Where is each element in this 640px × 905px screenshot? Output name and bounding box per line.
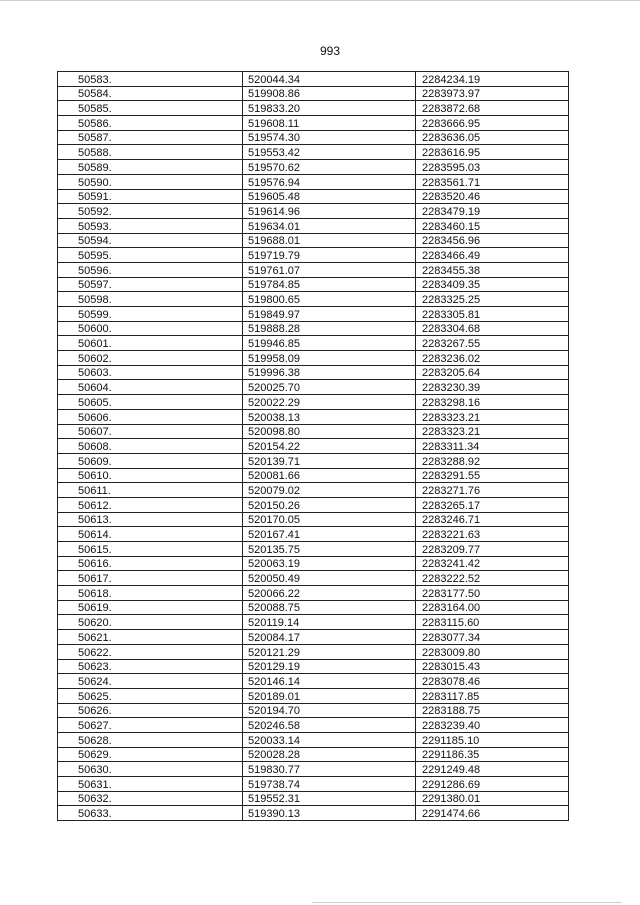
table-row — [58, 483, 569, 498]
y-coordinate-cell: 2283236.02 — [416, 351, 569, 366]
table-row — [58, 718, 569, 733]
x-coordinate-cell: 520038.13 — [243, 409, 416, 424]
y-coordinate-cell: 2283298.16 — [416, 395, 569, 410]
y-coordinate-cell: 2291474.66 — [416, 806, 569, 821]
table-row — [58, 248, 569, 263]
x-coordinate-cell: 520170.05 — [243, 512, 416, 527]
point-id-cell: 50607. — [58, 424, 243, 439]
point-id-cell: 50593. — [58, 218, 243, 233]
table-row — [58, 424, 569, 439]
table-row — [58, 145, 569, 160]
x-coordinate-cell: 520129.19 — [243, 659, 416, 674]
point-id-cell: 50612. — [58, 497, 243, 512]
point-id-cell: 50629. — [58, 747, 243, 762]
x-coordinate-cell: 519576.94 — [243, 174, 416, 189]
point-id-cell: 50603. — [58, 365, 243, 380]
y-coordinate-cell: 2291249.48 — [416, 762, 569, 777]
x-coordinate-cell: 520098.80 — [243, 424, 416, 439]
point-id-cell: 50598. — [58, 292, 243, 307]
table-row — [58, 101, 569, 116]
x-coordinate-cell: 519738.74 — [243, 777, 416, 792]
x-coordinate-cell: 520139.71 — [243, 453, 416, 468]
point-id-cell: 50615. — [58, 542, 243, 557]
x-coordinate-cell: 520044.34 — [243, 72, 416, 87]
table-row — [58, 615, 569, 630]
y-coordinate-cell: 2283460.15 — [416, 218, 569, 233]
y-coordinate-cell: 2283221.63 — [416, 527, 569, 542]
table-row — [58, 351, 569, 366]
point-id-cell: 50590. — [58, 174, 243, 189]
table-row — [58, 321, 569, 336]
table-row — [58, 703, 569, 718]
table-row — [58, 468, 569, 483]
y-coordinate-cell: 2283177.50 — [416, 586, 569, 601]
point-id-cell: 50613. — [58, 512, 243, 527]
page-number: 993 — [319, 44, 341, 58]
x-coordinate-cell: 519634.01 — [243, 218, 416, 233]
y-coordinate-cell: 2283246.71 — [416, 512, 569, 527]
x-coordinate-cell: 520063.19 — [243, 556, 416, 571]
x-coordinate-cell: 520146.14 — [243, 674, 416, 689]
y-coordinate-cell: 2283271.76 — [416, 483, 569, 498]
point-id-cell: 50620. — [58, 615, 243, 630]
x-coordinate-cell: 519946.85 — [243, 336, 416, 351]
y-coordinate-cell: 2283164.00 — [416, 600, 569, 615]
x-coordinate-cell: 520119.14 — [243, 615, 416, 630]
table-row — [58, 292, 569, 307]
x-coordinate-cell: 519761.07 — [243, 262, 416, 277]
table-row — [58, 806, 569, 821]
x-coordinate-cell: 520189.01 — [243, 688, 416, 703]
table-row — [58, 512, 569, 527]
top-edge-line — [0, 0, 640, 1]
table-row — [58, 791, 569, 806]
y-coordinate-cell: 2283015.43 — [416, 659, 569, 674]
table-row — [58, 160, 569, 175]
x-coordinate-cell: 520135.75 — [243, 542, 416, 557]
table-row — [58, 218, 569, 233]
y-coordinate-cell: 2283117.85 — [416, 688, 569, 703]
point-id-cell: 50611. — [58, 483, 243, 498]
table-row — [58, 453, 569, 468]
y-coordinate-cell: 2283305.81 — [416, 307, 569, 322]
x-coordinate-cell: 520022.29 — [243, 395, 416, 410]
table-row — [58, 86, 569, 101]
y-coordinate-cell: 2283466.49 — [416, 248, 569, 263]
point-id-cell: 50618. — [58, 586, 243, 601]
y-coordinate-cell: 2283520.46 — [416, 189, 569, 204]
table-row — [58, 130, 569, 145]
y-coordinate-cell: 2283239.40 — [416, 718, 569, 733]
table-row — [58, 116, 569, 131]
point-id-cell: 50606. — [58, 409, 243, 424]
point-id-cell: 50626. — [58, 703, 243, 718]
table-row — [58, 659, 569, 674]
point-id-cell: 50632. — [58, 791, 243, 806]
x-coordinate-cell: 519688.01 — [243, 233, 416, 248]
x-coordinate-cell: 519784.85 — [243, 277, 416, 292]
table-row — [58, 674, 569, 689]
point-id-cell: 50588. — [58, 145, 243, 160]
point-id-cell: 50621. — [58, 630, 243, 645]
point-id-cell: 50599. — [58, 307, 243, 322]
table-row — [58, 439, 569, 454]
point-id-cell: 50596. — [58, 262, 243, 277]
table-row — [58, 571, 569, 586]
point-id-cell: 50616. — [58, 556, 243, 571]
x-coordinate-cell: 520079.02 — [243, 483, 416, 498]
y-coordinate-cell: 2283241.42 — [416, 556, 569, 571]
table-row — [58, 307, 569, 322]
y-coordinate-cell: 2283409.35 — [416, 277, 569, 292]
x-coordinate-cell: 519390.13 — [243, 806, 416, 821]
table-row — [58, 204, 569, 219]
coordinates-table-body — [58, 72, 569, 821]
y-coordinate-cell: 2283456.96 — [416, 233, 569, 248]
table-row — [58, 732, 569, 747]
table-row — [58, 630, 569, 645]
point-id-cell: 50630. — [58, 762, 243, 777]
point-id-cell: 50617. — [58, 571, 243, 586]
y-coordinate-cell: 2283288.92 — [416, 453, 569, 468]
point-id-cell: 50584. — [58, 86, 243, 101]
table-row — [58, 72, 569, 87]
point-id-cell: 50628. — [58, 732, 243, 747]
y-coordinate-cell: 2283188.75 — [416, 703, 569, 718]
table-row — [58, 600, 569, 615]
table-row — [58, 542, 569, 557]
x-coordinate-cell: 519574.30 — [243, 130, 416, 145]
x-coordinate-cell: 520050.49 — [243, 571, 416, 586]
point-id-cell: 50592. — [58, 204, 243, 219]
y-coordinate-cell: 2283078.46 — [416, 674, 569, 689]
point-id-cell: 50597. — [58, 277, 243, 292]
x-coordinate-cell: 520025.70 — [243, 380, 416, 395]
y-coordinate-cell: 2283205.64 — [416, 365, 569, 380]
x-coordinate-cell: 520066.22 — [243, 586, 416, 601]
x-coordinate-cell: 519800.65 — [243, 292, 416, 307]
y-coordinate-cell: 2291380.01 — [416, 791, 569, 806]
bottom-edge-line — [312, 902, 622, 903]
y-coordinate-cell: 2283872.68 — [416, 101, 569, 116]
x-coordinate-cell: 520121.29 — [243, 644, 416, 659]
x-coordinate-cell: 520028.28 — [243, 747, 416, 762]
y-coordinate-cell: 2283009.80 — [416, 644, 569, 659]
y-coordinate-cell: 2291186.35 — [416, 747, 569, 762]
point-id-cell: 50631. — [58, 777, 243, 792]
x-coordinate-cell: 519958.09 — [243, 351, 416, 366]
x-coordinate-cell: 520088.75 — [243, 600, 416, 615]
x-coordinate-cell: 519553.42 — [243, 145, 416, 160]
point-id-cell: 50586. — [58, 116, 243, 131]
x-coordinate-cell: 519833.20 — [243, 101, 416, 116]
y-coordinate-cell: 2283666.95 — [416, 116, 569, 131]
point-id-cell: 50587. — [58, 130, 243, 145]
point-id-cell: 50591. — [58, 189, 243, 204]
table-row — [58, 174, 569, 189]
table-row — [58, 747, 569, 762]
table-row — [58, 688, 569, 703]
point-id-cell: 50619. — [58, 600, 243, 615]
x-coordinate-cell: 520194.70 — [243, 703, 416, 718]
x-coordinate-cell: 519849.97 — [243, 307, 416, 322]
x-coordinate-cell: 520033.14 — [243, 732, 416, 747]
y-coordinate-cell: 2283077.34 — [416, 630, 569, 645]
table-row — [58, 556, 569, 571]
y-coordinate-cell: 2291286.69 — [416, 777, 569, 792]
x-coordinate-cell: 519996.38 — [243, 365, 416, 380]
y-coordinate-cell: 2283616.95 — [416, 145, 569, 160]
x-coordinate-cell: 519908.86 — [243, 86, 416, 101]
y-coordinate-cell: 2283595.03 — [416, 160, 569, 175]
y-coordinate-cell: 2283636.05 — [416, 130, 569, 145]
table-row — [58, 586, 569, 601]
x-coordinate-cell: 519830.77 — [243, 762, 416, 777]
x-coordinate-cell: 520150.26 — [243, 497, 416, 512]
point-id-cell: 50614. — [58, 527, 243, 542]
point-id-cell: 50605. — [58, 395, 243, 410]
point-id-cell: 50622. — [58, 644, 243, 659]
y-coordinate-cell: 2283325.25 — [416, 292, 569, 307]
y-coordinate-cell: 2283973.97 — [416, 86, 569, 101]
point-id-cell: 50625. — [58, 688, 243, 703]
point-id-cell: 50609. — [58, 453, 243, 468]
table-row — [58, 380, 569, 395]
point-id-cell: 50627. — [58, 718, 243, 733]
point-id-cell: 50624. — [58, 674, 243, 689]
y-coordinate-cell: 2283323.21 — [416, 409, 569, 424]
point-id-cell: 50583. — [58, 72, 243, 87]
point-id-cell: 50608. — [58, 439, 243, 454]
table-row — [58, 497, 569, 512]
y-coordinate-cell: 2284234.19 — [416, 72, 569, 87]
y-coordinate-cell: 2283265.17 — [416, 497, 569, 512]
table-row — [58, 395, 569, 410]
table-row — [58, 777, 569, 792]
y-coordinate-cell: 2283455.38 — [416, 262, 569, 277]
table-row — [58, 365, 569, 380]
y-coordinate-cell: 2283209.77 — [416, 542, 569, 557]
y-coordinate-cell: 2283291.55 — [416, 468, 569, 483]
y-coordinate-cell: 2283479.19 — [416, 204, 569, 219]
point-id-cell: 50610. — [58, 468, 243, 483]
point-id-cell: 50623. — [58, 659, 243, 674]
x-coordinate-cell: 520084.17 — [243, 630, 416, 645]
point-id-cell: 50633. — [58, 806, 243, 821]
x-coordinate-cell: 519614.96 — [243, 204, 416, 219]
x-coordinate-cell: 519608.11 — [243, 116, 416, 131]
point-id-cell: 50602. — [58, 351, 243, 366]
point-id-cell: 50600. — [58, 321, 243, 336]
y-coordinate-cell: 2283267.55 — [416, 336, 569, 351]
x-coordinate-cell: 520154.22 — [243, 439, 416, 454]
x-coordinate-cell: 519888.28 — [243, 321, 416, 336]
point-id-cell: 50595. — [58, 248, 243, 263]
y-coordinate-cell: 2283230.39 — [416, 380, 569, 395]
table-row — [58, 189, 569, 204]
coordinates-table — [57, 71, 569, 821]
y-coordinate-cell: 2283311.34 — [416, 439, 569, 454]
table-row — [58, 336, 569, 351]
y-coordinate-cell: 2283304.68 — [416, 321, 569, 336]
y-coordinate-cell: 2283323.21 — [416, 424, 569, 439]
y-coordinate-cell: 2283561.71 — [416, 174, 569, 189]
table-row — [58, 262, 569, 277]
y-coordinate-cell: 2283115.60 — [416, 615, 569, 630]
x-coordinate-cell: 519552.31 — [243, 791, 416, 806]
x-coordinate-cell: 520081.66 — [243, 468, 416, 483]
table-row — [58, 409, 569, 424]
point-id-cell: 50601. — [58, 336, 243, 351]
table-row — [58, 644, 569, 659]
x-coordinate-cell: 519719.79 — [243, 248, 416, 263]
x-coordinate-cell: 520246.58 — [243, 718, 416, 733]
x-coordinate-cell: 519605.48 — [243, 189, 416, 204]
y-coordinate-cell: 2283222.52 — [416, 571, 569, 586]
point-id-cell: 50589. — [58, 160, 243, 175]
table-row — [58, 762, 569, 777]
table-row — [58, 233, 569, 248]
table-row — [58, 277, 569, 292]
point-id-cell: 50604. — [58, 380, 243, 395]
point-id-cell: 50585. — [58, 101, 243, 116]
point-id-cell: 50594. — [58, 233, 243, 248]
x-coordinate-cell: 519570.62 — [243, 160, 416, 175]
table-row — [58, 527, 569, 542]
y-coordinate-cell: 2291185.10 — [416, 732, 569, 747]
x-coordinate-cell: 520167.41 — [243, 527, 416, 542]
